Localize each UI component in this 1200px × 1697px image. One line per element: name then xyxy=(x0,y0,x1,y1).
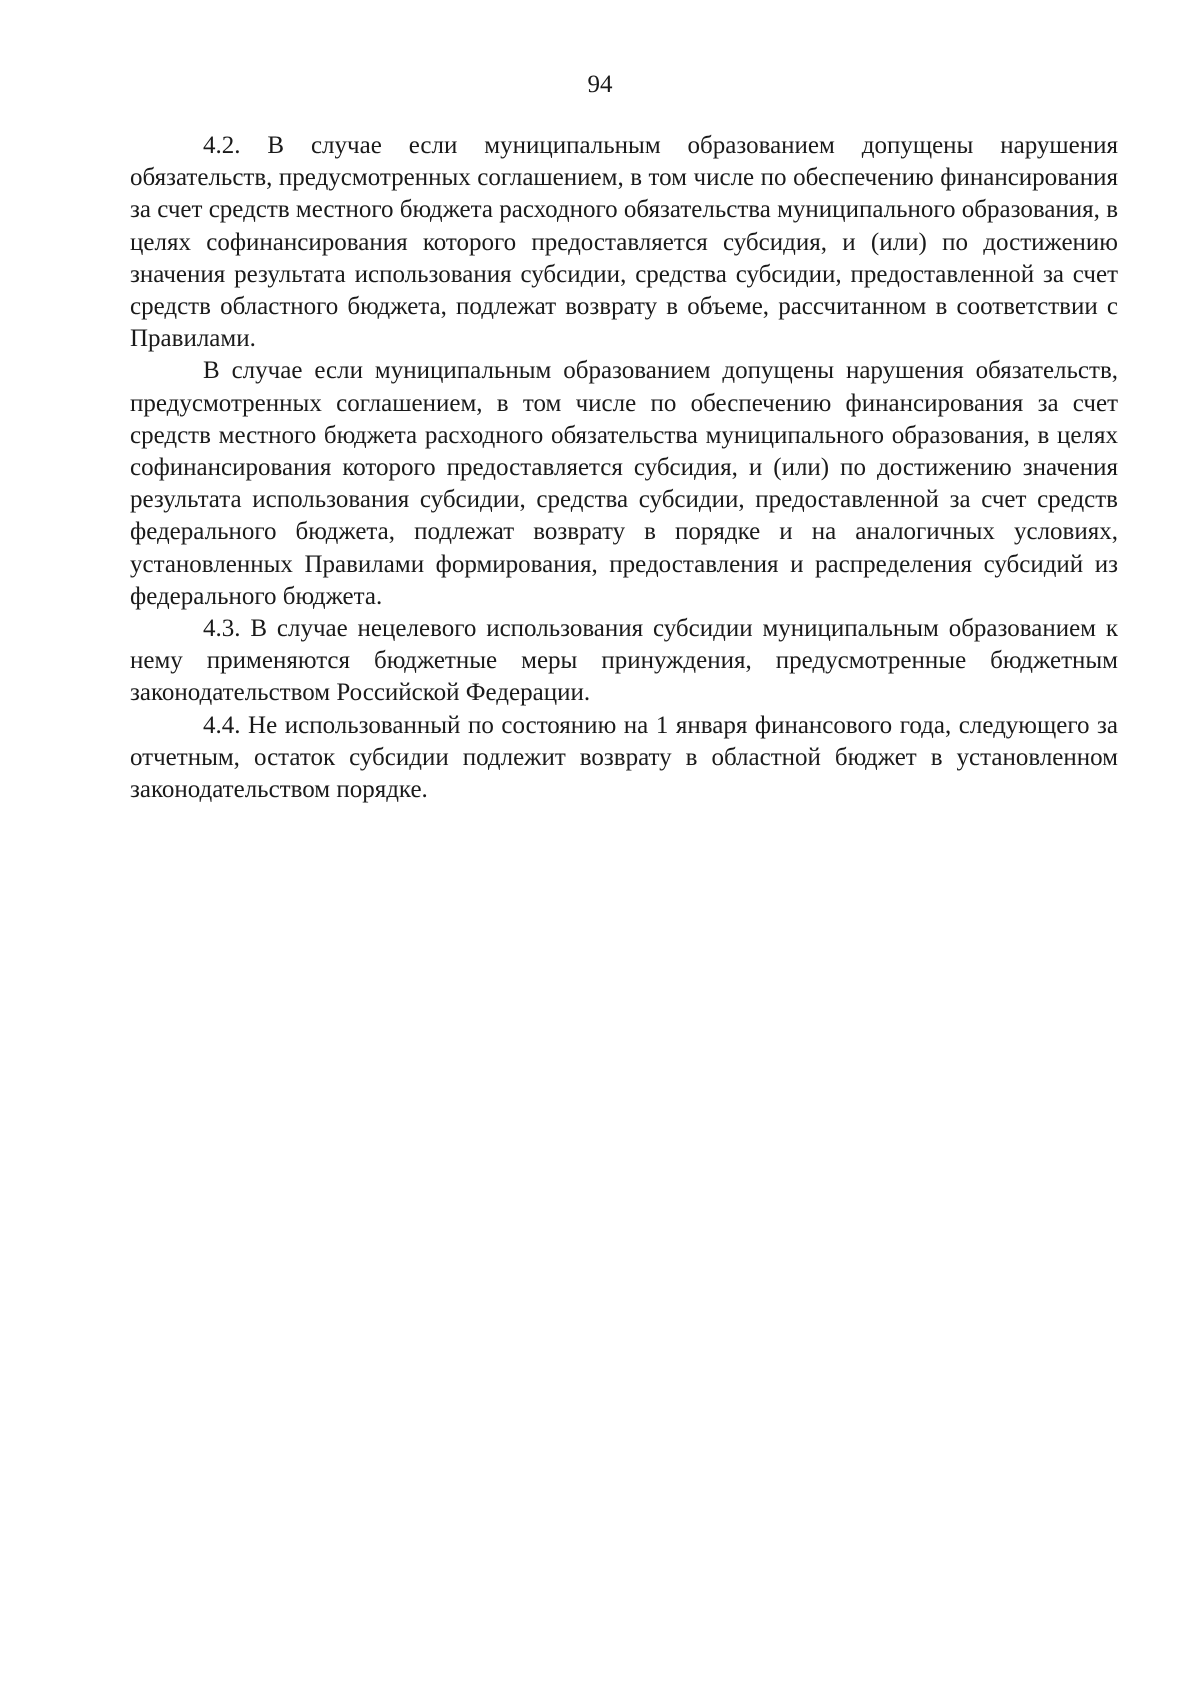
paragraph-4-3: 4.3. В случае нецелевого использования субсидии муниципальным образованием к нему применяются бюджетные меры принуждения, предусмотренные бюджетным законодательством Российской Федерации. xyxy=(130,615,1118,707)
paragraph-4-2: 4.2. В случае если муниципальным образованием допущены нарушения обязательств, предусмотренных соглашением, в том числе по обеспечению финансирования за счет средств местного бюджета расходного обязательства муниципального образования, в целях софинансирования которого предоставляется субсидия, и (или) по достижению значения результата использования субсидии, средства субсидии, предоставленной за счет средств областного бюджета, подлежат возврату в объеме, рассчитанном в соответствии с Правилами. xyxy=(130,132,1118,353)
paragraph-federal-budget-return: В случае если муниципальным образованием допущены нарушения обязательств, предусмотренных соглашением, в том числе по обеспечению финансирования за счет средств местного бюджета расходного обязательства муниципального образования, в целях софинансирования которого предоставляется субсидия, и (или) по достижению значения результата использования субсидии, средства субсидии, предоставленной за счет средств федерального бюджета, подлежат возврату в порядке и на аналогичных условиях, установленных Правилами формирования, предоставления и распределения субсидий из федерального бюджета. xyxy=(130,357,1118,610)
document-body xyxy=(130,130,1118,806)
page-number: 94 xyxy=(587,71,613,98)
paragraph-4-4: 4.4. Не использованный по состоянию на 1 января финансового года, следующего за отчетным, остаток субсидии подлежит возврату в областной бюджет в установленном законодательством порядке. xyxy=(130,711,1118,804)
